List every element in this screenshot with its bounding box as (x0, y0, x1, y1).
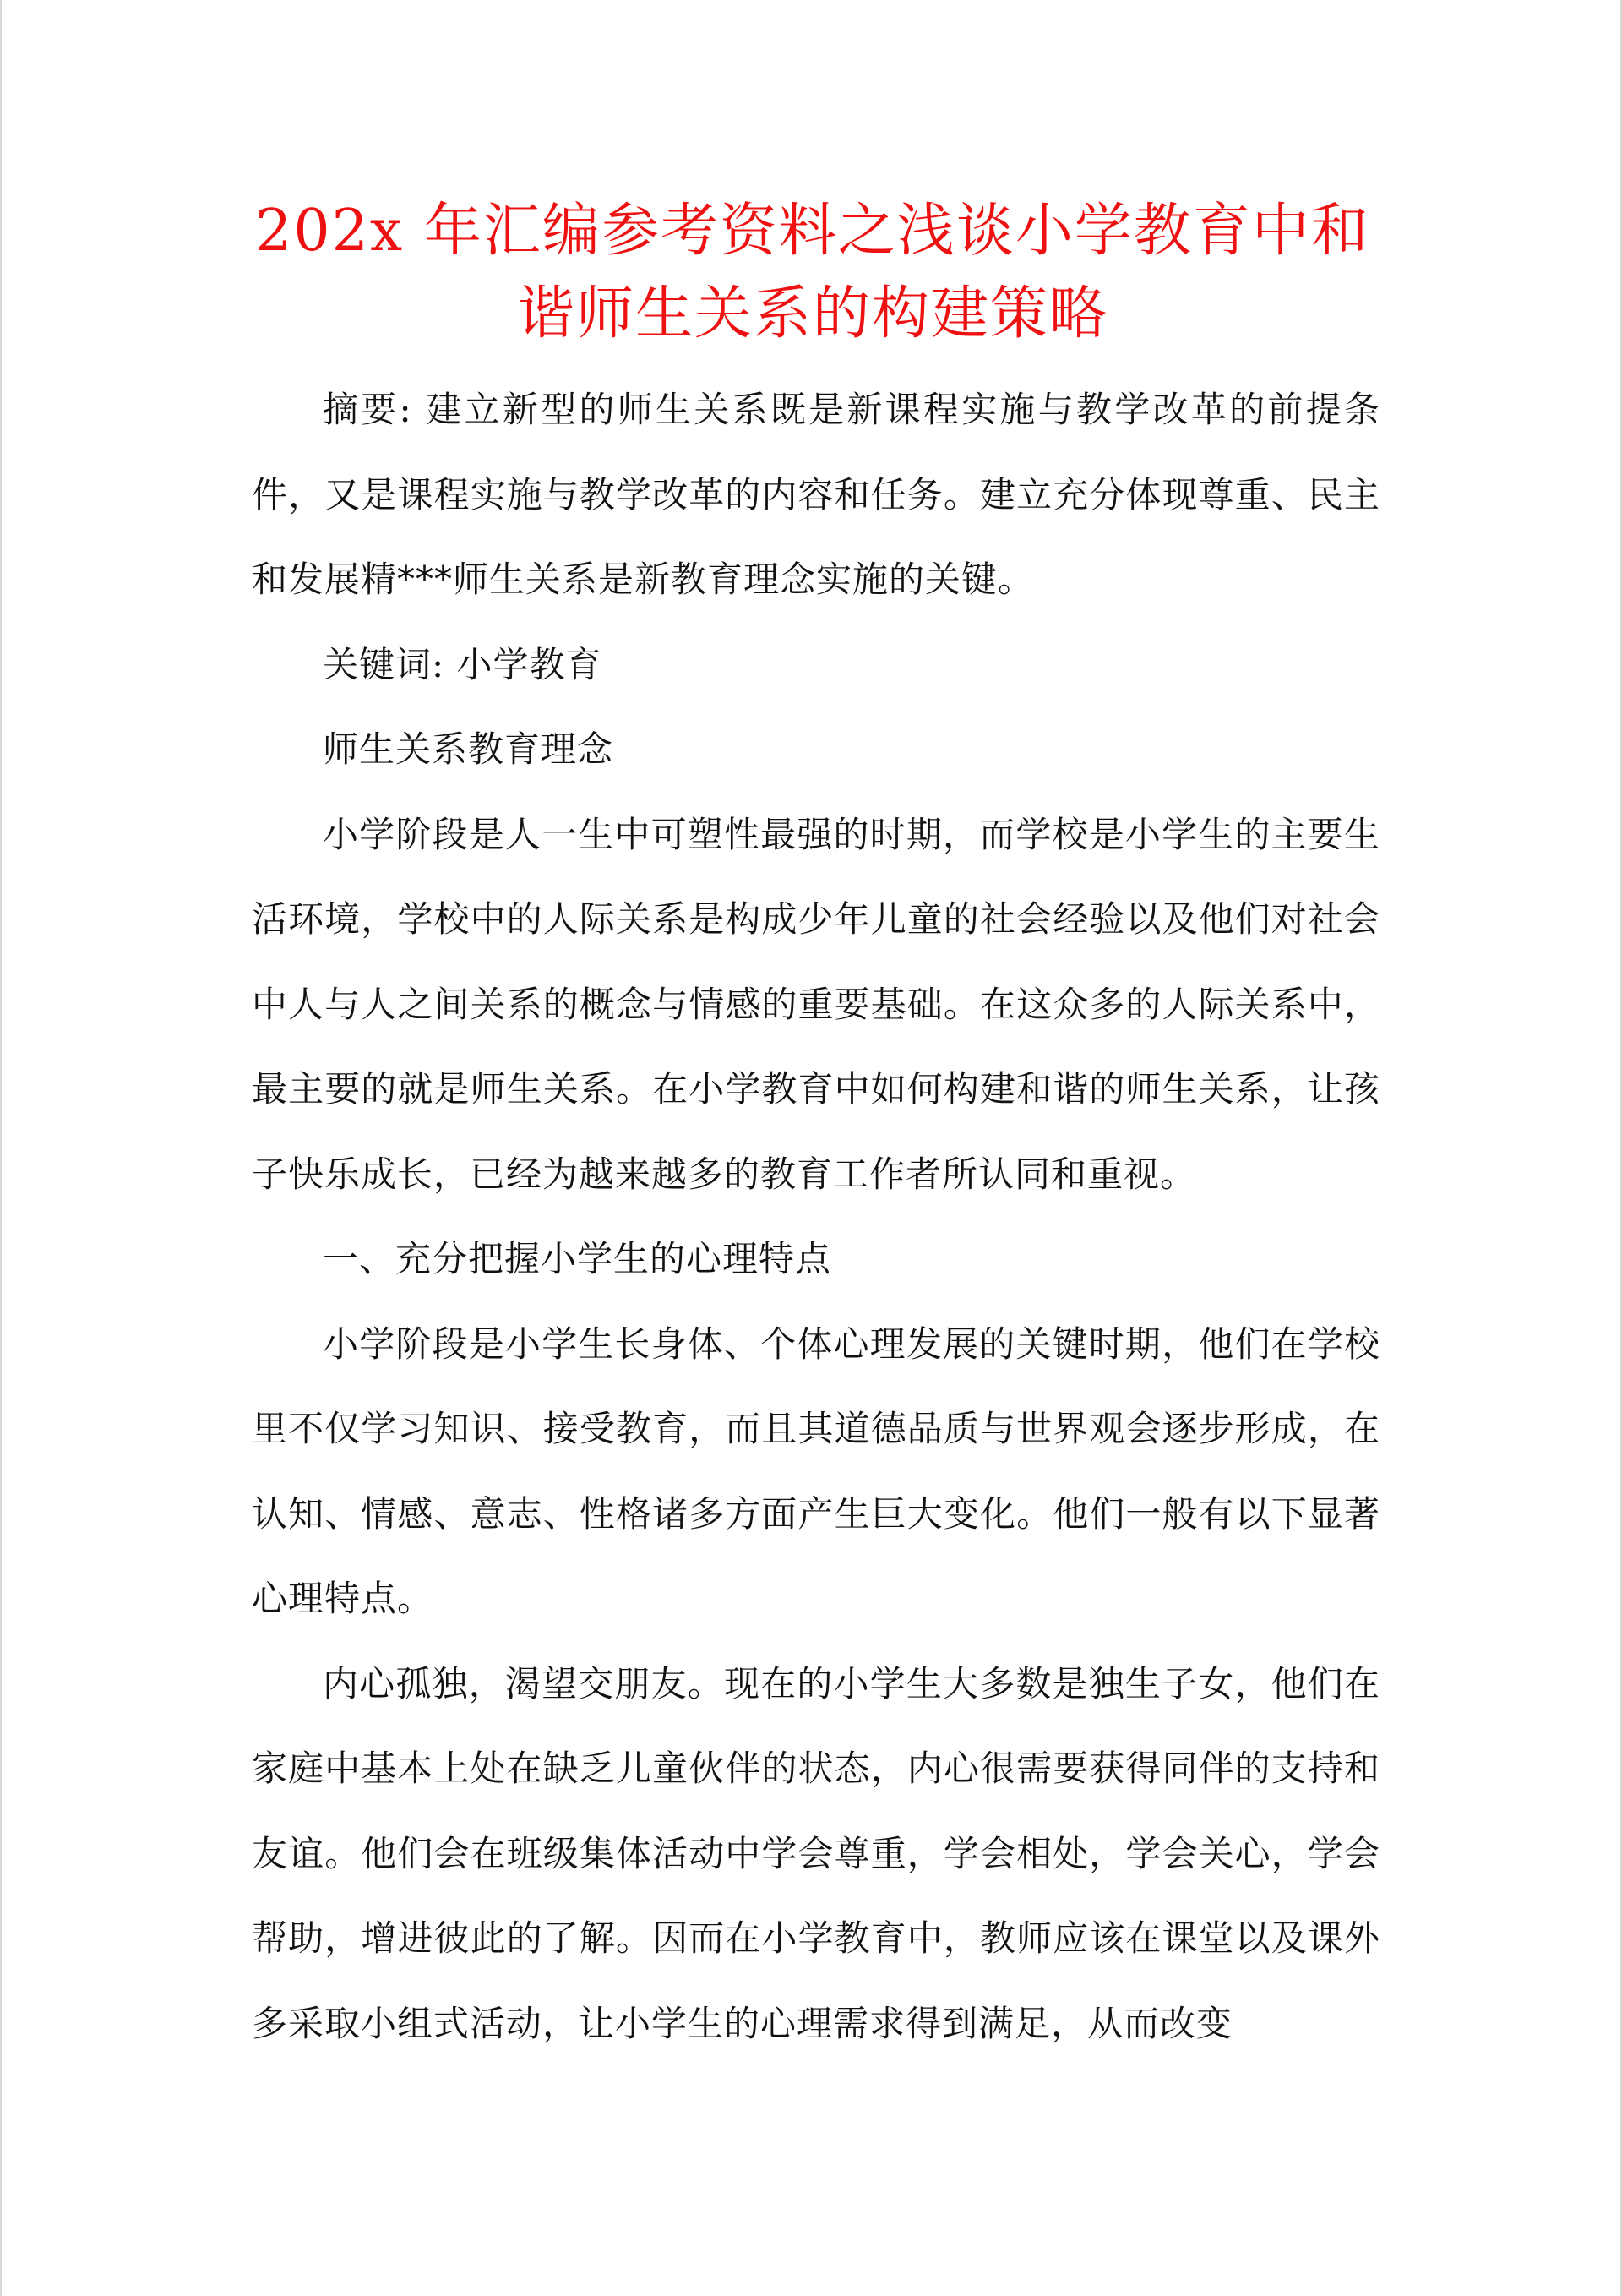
body-paragraph: 小学阶段是人一生中可塑性最强的时期，而学校是小学生的主要生活环境，学校中的人际关系是构成少年儿童的社会经验以及他们对社会中人与人之间关系的概念与情感的重要基础。在这众多的人际关系中，最主要的就是师生关系。在小学教育中如何构建和谐的师生关系，让孩子快乐成长，已经为越来越多的教育工作者所认同和重视。 (252, 813, 1380, 1195)
body-paragraph: 小学阶段是小学生长身体、个体心理发展的关键时期，他们在学校里不仅学习知识、接受教育，而且其道德品质与世界观会逐步形成，在认知、情感、意志、性格诸多方面产生巨大变化。他们一般有以下显著心理特点。 (252, 1323, 1380, 1619)
title-line-1: 202x 年汇编参考资料之浅谈小学教育中和 (255, 198, 1370, 265)
keywords-line: 关键词: 小学教育 (323, 643, 602, 685)
document-title (204, 190, 1421, 356)
body-paragraph: 内心孤独，渴望交朋友。现在的小学生大多数是独生子女，他们在家庭中基本上处在缺乏儿童伙伴的状态，内心很需要获得同伴的支持和友谊。他们会在班级集体活动中学会尊重，学会相处，学会关心，学会帮助，增进彼此的了解。因而在小学教育中，教师应该在课堂以及课外多采取小组式活动，让小学生的心理需求得到满足，从而改变 (252, 1662, 1380, 2044)
title-line-2: 谐师生关系的构建策略 (516, 281, 1108, 347)
section-heading: 一、充分把握小学生的心理特点 (323, 1238, 832, 1279)
keywords-continuation: 师生关系教育理念 (323, 728, 614, 770)
document-body (252, 368, 1380, 2066)
abstract-paragraph: 摘要: 建立新型的师生关系既是新课程实施与教学改革的前提条件，又是课程实施与教学改革的内容和任务。建立充分体现尊重、民主和发展精***师生关系是新教育理念实施的关键。 (252, 389, 1380, 600)
